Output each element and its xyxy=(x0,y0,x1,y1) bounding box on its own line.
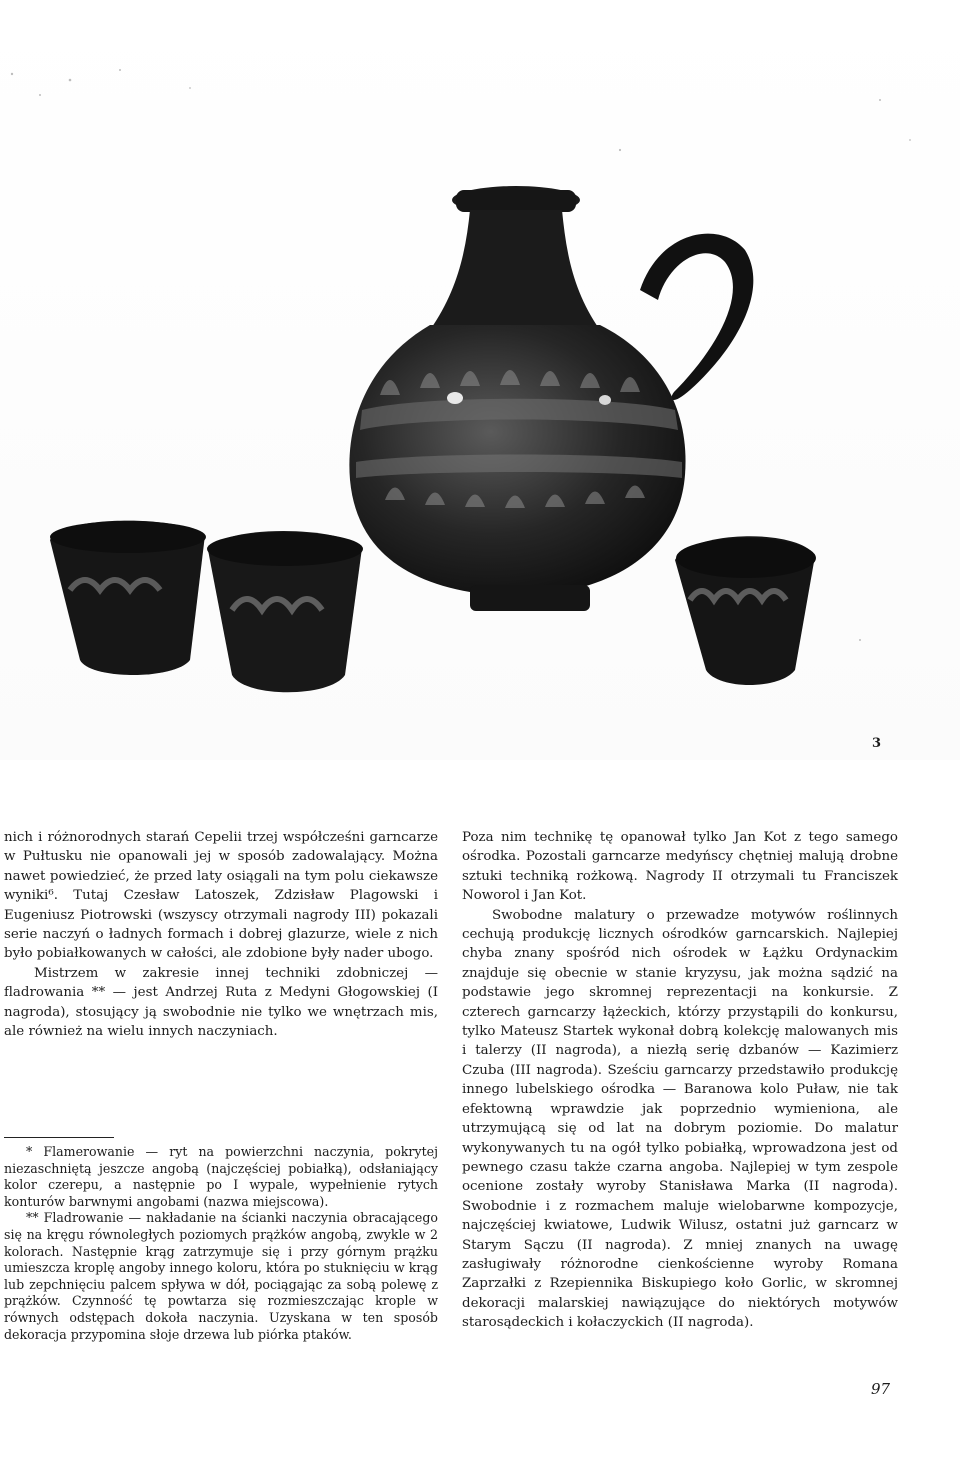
right-column xyxy=(462,828,898,1333)
paragraph: nich i różnorodnych starań Cepelii trzej współcześni garncarze w Pułtusku nie opanowali jej w sposób zadowalający. Można nawet powiedzieć, że przed laty osiągali na tym polu ciekawsze wyniki⁶. Tutaj Czesław Latoszek, Zdzisław Plagowski i Eugeniusz Piotrowski (wszyscy otrzymali nagrody III) pokazali serie naczyń o ładnych formach i dobrej glazurze, wiele z nich było pobiałkowanych w całości, ale zdobione były nader ubogo. xyxy=(4,830,438,962)
footnote-rule xyxy=(4,1137,114,1138)
page-number: 97 xyxy=(871,1380,891,1398)
figure-number: 3 xyxy=(872,736,882,751)
paragraph: Swobodne malatury o przewadze motywów roślinnych cechują produkcję licznych ośrodków garncarskich. Najlepiej chyba znany spośród nich ośrodek w Łążku Ordynackim znajduje się obecnie w stanie kryzysu, jak można sądzić na podstawie jego skromnej reprezentacji na konkursie. Z czterech garncarzy łążeckich, którzy przystąpili do konkursu, tylko Mateusz Startek wykonał dobrą kolekcję malowanych mis i talerzy (II nagroda), a niezłą serię dzbanów — Kazimierz Czuba (III nagroda). Sześciu garncarzy przedstawiło produkcję innego lubelskiego ośrodka — Baranowa kolo Puław, nie tak efektowną wprawdzie jak poprzednio wymieniona, ale utrzymującą się od lat na dobrym poziomie. Do malatur wykonywanych tu na ogół tylko pobiałką, wprowadzona jest od pewnego czasu także czarna angoba. Najlepiej w tym zespole ocenione zostały wyroby Stanisława Marka (II nagroda). Swobodnie i z rozmachem maluje wielobarwne kompozycje, najczęściej kwiatowe, Ludwik Wilusz, ostatni już garncarz w Starym Sączu (II nagroda). Z mniej znanych na uwagę zasługiwały różnorodne cienkościenne wyroby Romana Zaprzałki z Rzepiennika Biskupiego koło Gorlic, w skromnej dekoracji malarskiej nawiązujące do niektórych motywów starosądeckich i kołaczyckich (II nagroda). xyxy=(462,907,898,1331)
footnote: * Flamerowanie — ryt na powierzchni naczynia, pokrytej niezaschniętą jeszcze angobą (najczęściej pobiałką), odsłaniający kolor czerepu, a następnie po I wypale, wypełnienie rytych konturów barwnymi angobami (nazwa miejscowa). xyxy=(4,1144,438,1209)
footnotes xyxy=(4,1137,438,1343)
left-column xyxy=(4,828,438,1041)
paragraph: Mistrzem w zakresie innej techniki zdobniczej — fladrowania ** — jest Andrzej Ruta z Medyni Głogowskiej (I nagroda), stosujący ją swobodnie nie tylko we wnętrzach mis, ale również na wielu innych naczyniach. xyxy=(4,965,438,1040)
footnote: ** Fladrowanie — nakładanie na ścianki naczynia obracającego się na kręgu równoległych poziomych prążków angobą, zwykle w 2 kolorach. Następnie krąg zatrzymuje się i przy górnym prążku umieszcza kroplę angoby innego koloru, która po stuknięciu w krąg lub zepchnięciu palcem spływa w dół, pociągając za sobą polewę z prążków. Czynność tę powtarza się rozmieszczając krople w równych odstępach dokoła naczynia. Uzyskana w ten sposób dekoracja przypomina słoje drzewa lub piórka ptaków. xyxy=(4,1210,438,1342)
paragraph: Poza nim technikę tę opanował tylko Jan Kot z tego samego ośrodka. Pozostali garncarze medyńscy chętniej malują drobne sztuki techniką rożkową. Nagrody II otrzymali tu Franciszek Noworol i Jan Kot. xyxy=(462,830,898,904)
